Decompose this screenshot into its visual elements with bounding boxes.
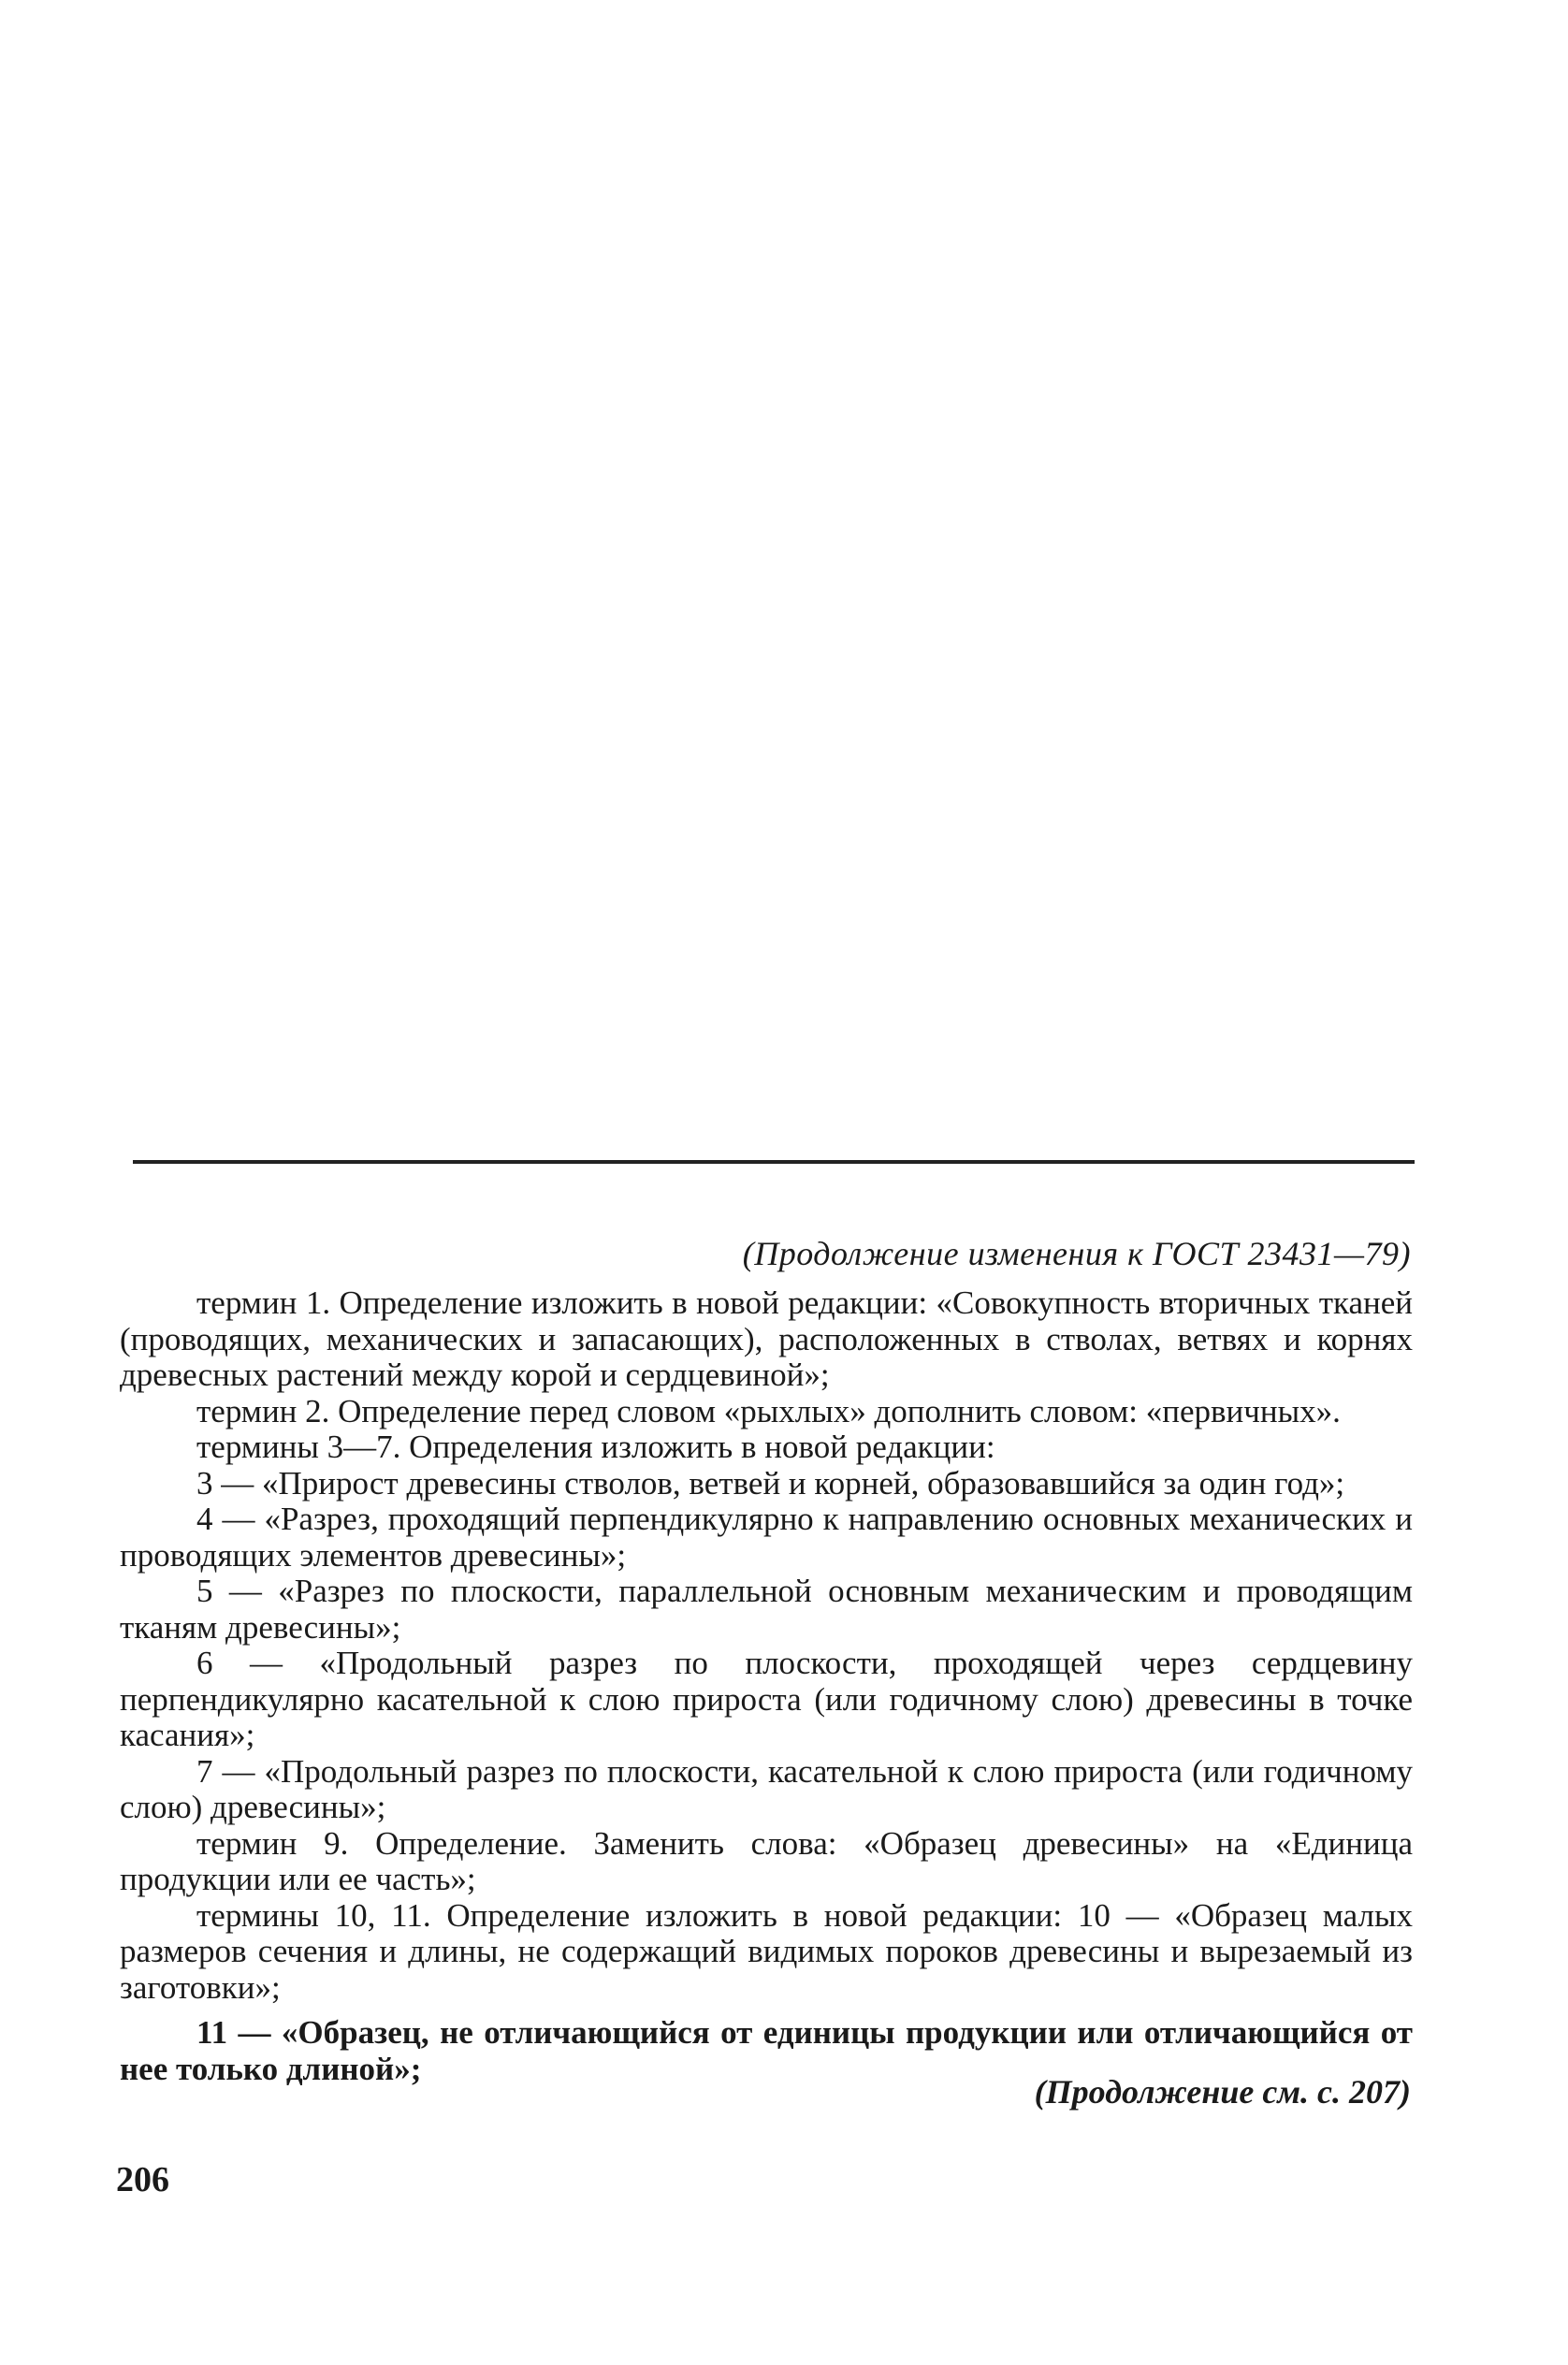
paragraph-term-9: термин 9. Определение. Заменить слова: «Образец древесины» на «Единица продукции или ее часть»; — [120, 1824, 1413, 1897]
paragraph-def-5: 5 — «Разрез по плоскости, параллельной основным механическим и проводящим тканям древесины»; — [120, 1573, 1413, 1646]
body-text — [120, 1285, 1413, 2087]
continuation-footer: (Продолжение см. с. 207) — [1034, 2073, 1411, 2111]
paragraph-def-11: 11 — «Образец, не отличающийся от единицы продукции или отличающийся от нее только длиной»; — [120, 2014, 1413, 2087]
paragraph-def-4: 4 — «Разрез, проходящий перпендикулярно к направлению основных механических и проводящих элементов древесины»; — [120, 1501, 1413, 1574]
paragraph-term-2: термин 2. Определение перед словом «рыхлых» дополнить словом: «первичных». — [196, 1392, 1341, 1429]
horizontal-rule — [133, 1160, 1415, 1164]
paragraph-def-3: 3 — «Прирост древесины стволов, ветвей и корней, образовавшийся за один год»; — [196, 1464, 1345, 1502]
paragraph-terms-3-7: термины 3—7. Определения изложить в новой редакции: — [196, 1429, 995, 1465]
page-number: 206 — [116, 2160, 169, 2199]
continuation-header: (Продолжение изменения к ГОСТ 23431—79) — [742, 1235, 1411, 1272]
paragraph-def-7: 7 — «Продольный разрез по плоскости, касательной к слою прироста (или годичному слою) древесины»; — [120, 1752, 1413, 1825]
paragraph-term-1: термин 1. Определение изложить в новой редакции: «Совокупность вторичных тканей (проводящих, механических и запасающих), расположенных в стволах, ветвях и корнях древесных растений между корой и сердцевиной»; — [120, 1284, 1413, 1393]
paragraph-def-6: 6 — «Продольный разрез по плоскости, проходящей через сердцевину перпендикулярно касательной к слою прироста (или годичному слою) древесины в точке касания»; — [120, 1645, 1413, 1753]
paragraph-terms-10-11: термины 10, 11. Определение изложить в новой редакции: 10 — «Образец малых размеров сечения и длины, не содержащий видимых пороков древесины и вырезаемый из заготовки»; — [120, 1896, 1413, 2006]
